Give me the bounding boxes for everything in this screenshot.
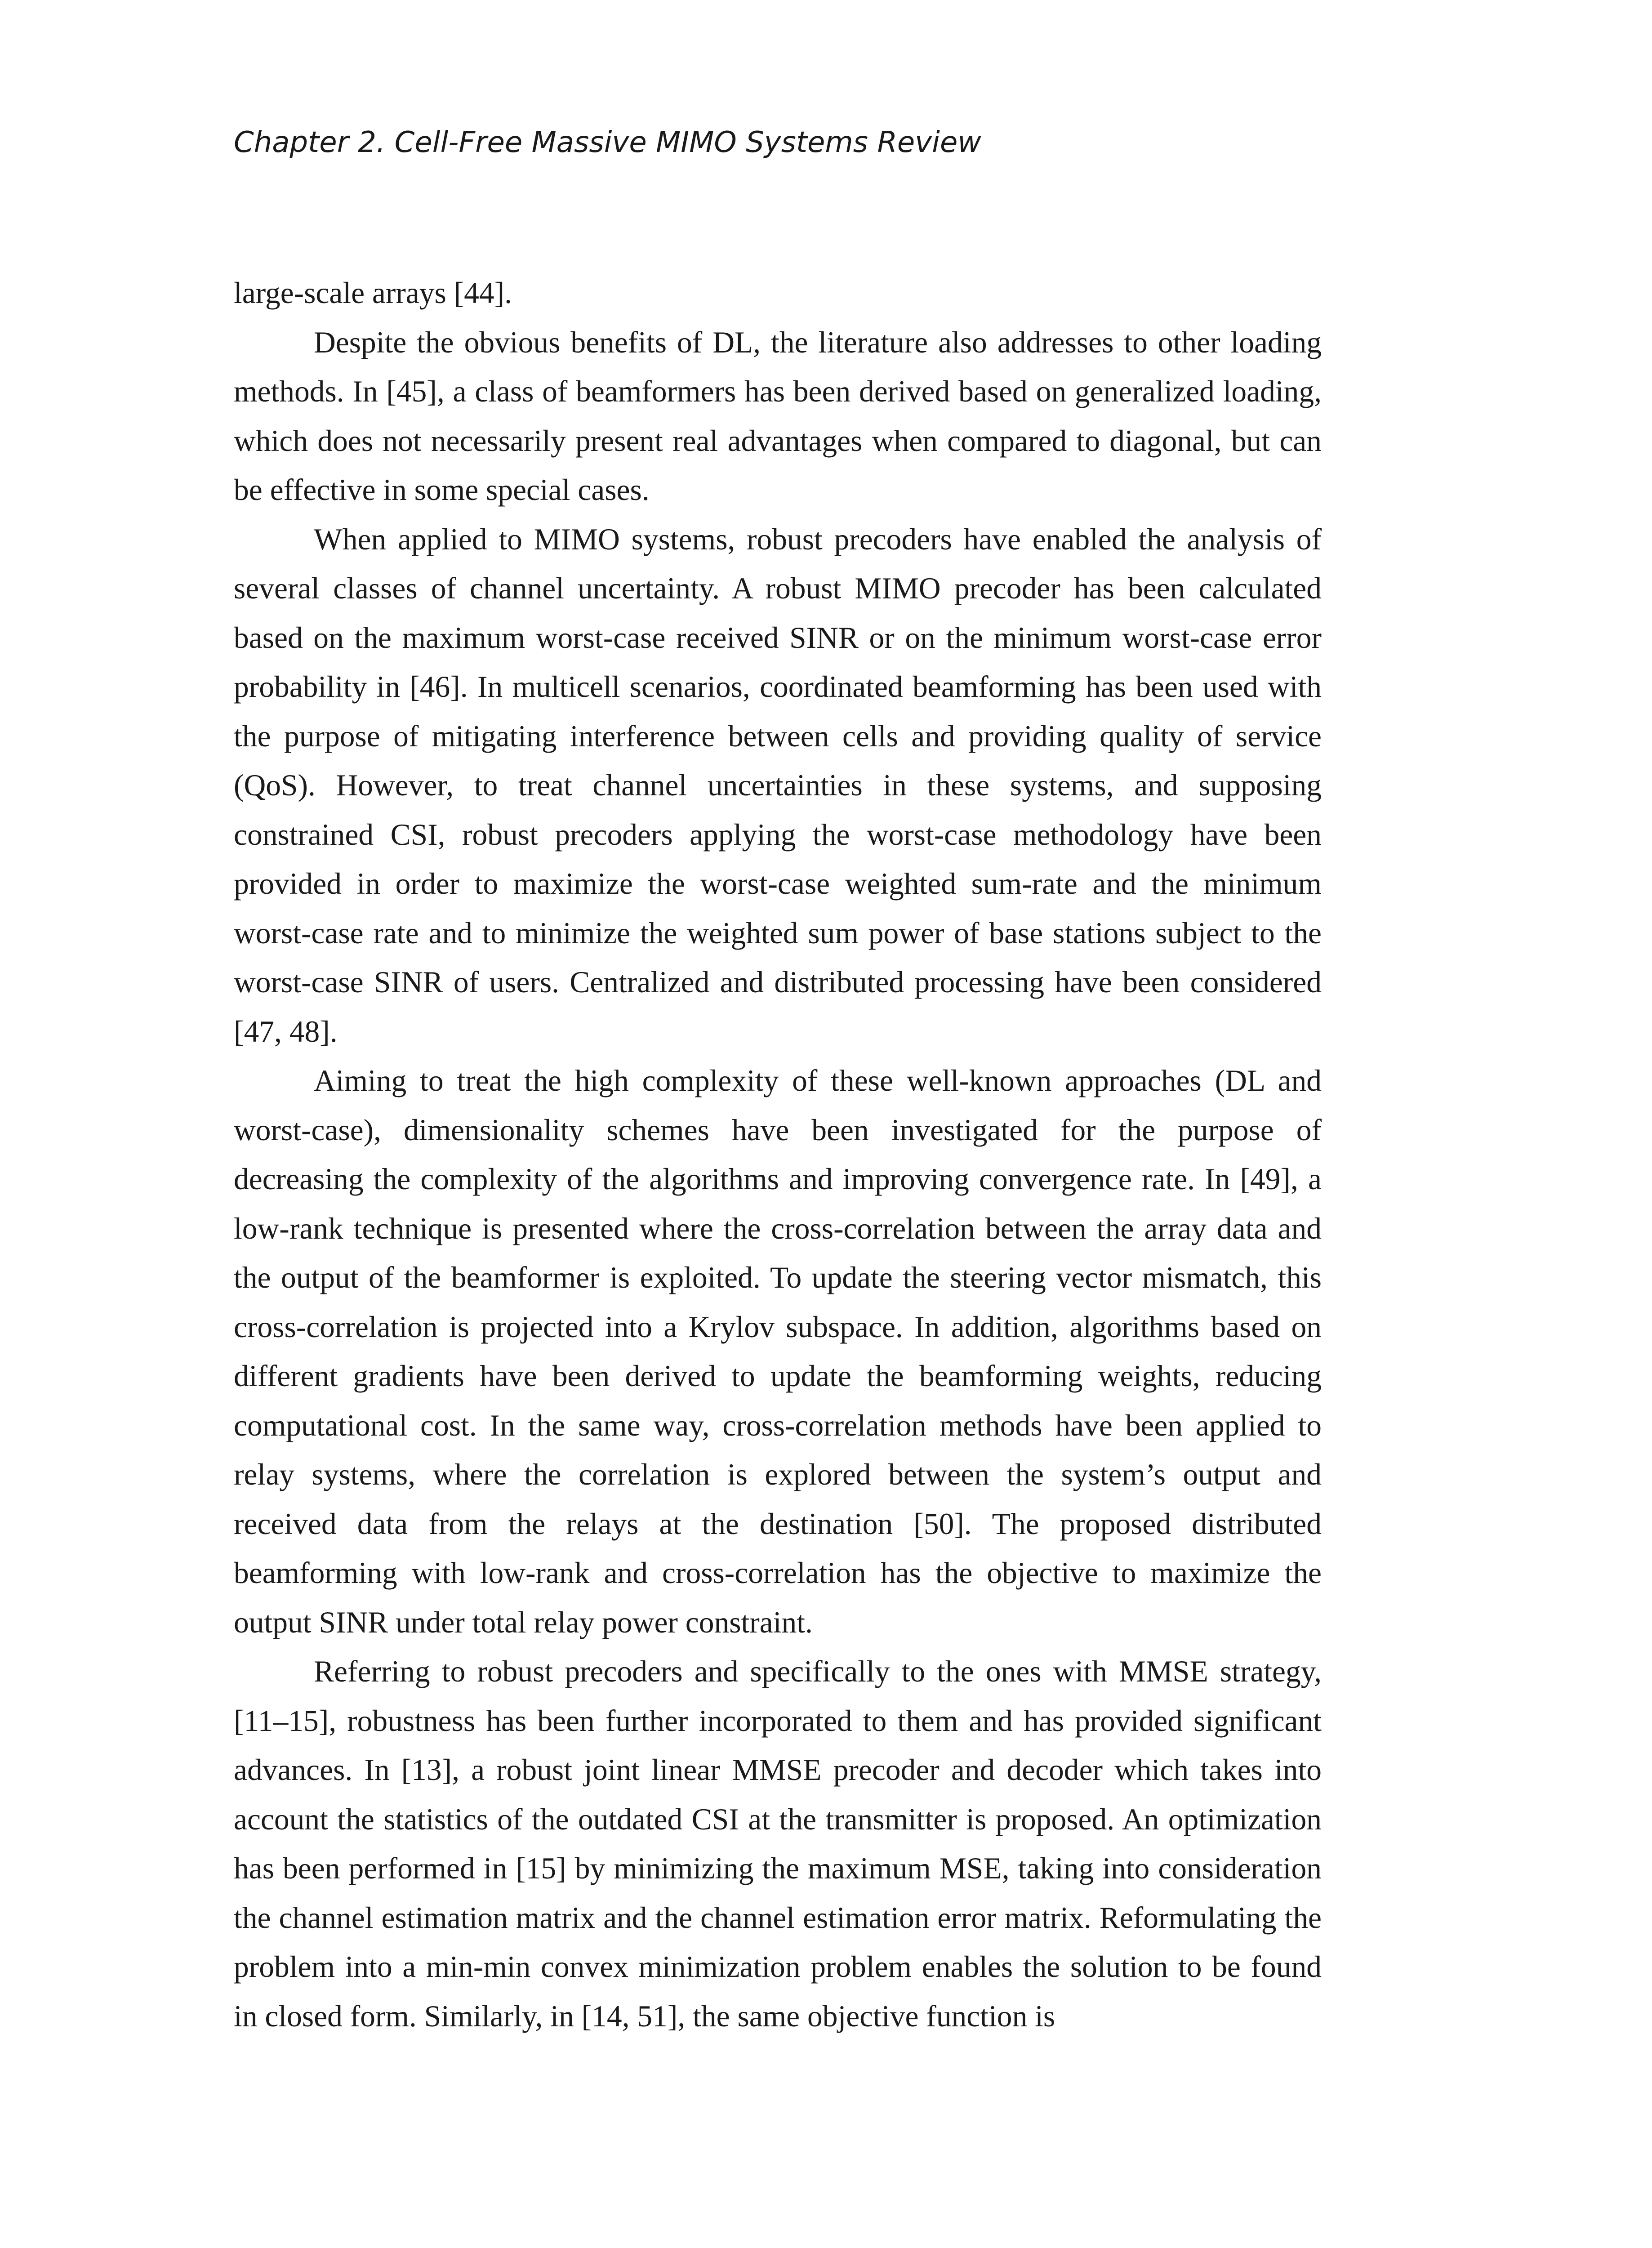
running-header: Chapter 2. Cell-Free Massive MIMO Systems Review bbox=[234, 126, 981, 159]
paragraph-diagonal-loading: Despite the obvious benefits of DL, the literature also addresses to other loading methods. In [45], a class of beamformers has been derived based on generalized loading, which does not necessarily present real advantages when compared to diagonal, but can be effective in some special cases. bbox=[234, 325, 1322, 507]
body-text bbox=[234, 268, 1322, 2041]
paragraph-continuation: large-scale arrays [44]. bbox=[234, 276, 512, 310]
paragraph-dimensionality-schemes: Aiming to treat the high complexity of these well-known approaches (DL and worst-case), dimensionality schemes have been investigated for the purpose of decreasing the complexity of the algorithms and improving convergence rate. In [49], a low-rank technique is presented where the cross-correlation between the array data and the output of the beamformer is exploited. To update the steering vector mismatch, this cross-correlation is projected into a Krylov subspace. In addition, algorithms based on different gradients have been derived to update the beamforming weights, reducing computational cost. In the same way, cross-correlation methods have been applied to relay systems, where the correlation is explored between the system’s output and received data from the relays at the destination [50]. The proposed distributed beamforming with low-rank and cross-correlation has the objective to maximize the output SINR under total relay power constraint. bbox=[234, 1064, 1322, 1639]
paragraph-mmse-precoders: Referring to robust precoders and specifically to the ones with MMSE strategy, [11–15], robustness has been further incorporated to them and has provided significant advances. In [13], a robust joint linear MMSE precoder and decoder which takes into account the statistics of the outdated CSI at the transmitter is proposed. An optimization has been performed in [15] by minimizing the maximum MSE, taking into consideration the channel estimation matrix and the channel estimation error matrix. Reformulating the problem into a min-min convex minimization problem enables the solution to be found in closed form. Similarly, in [14, 51], the same objective function is bbox=[234, 1655, 1322, 2033]
paragraph-mimo-robust-precoders: When applied to MIMO systems, robust precoders have enabled the analysis of several classes of channel uncertainty. A robust MIMO precoder has been calculated based on the maximum worst-case received SINR or on the minimum worst-case error probability in [46]. In multicell scenarios, coordinated beamforming has been used with the purpose of mitigating interference between cells and providing quality of service (QoS). However, to treat channel uncertainties in these systems, and supposing constrained CSI, robust precoders applying the worst-case methodology have been provided in order to maximize the worst-case weighted sum-rate and the minimum worst-case rate and to minimize the weighted sum power of base stations subject to the worst-case SINR of users. Centralized and distributed processing have been considered [47, 48]. bbox=[234, 522, 1322, 1048]
